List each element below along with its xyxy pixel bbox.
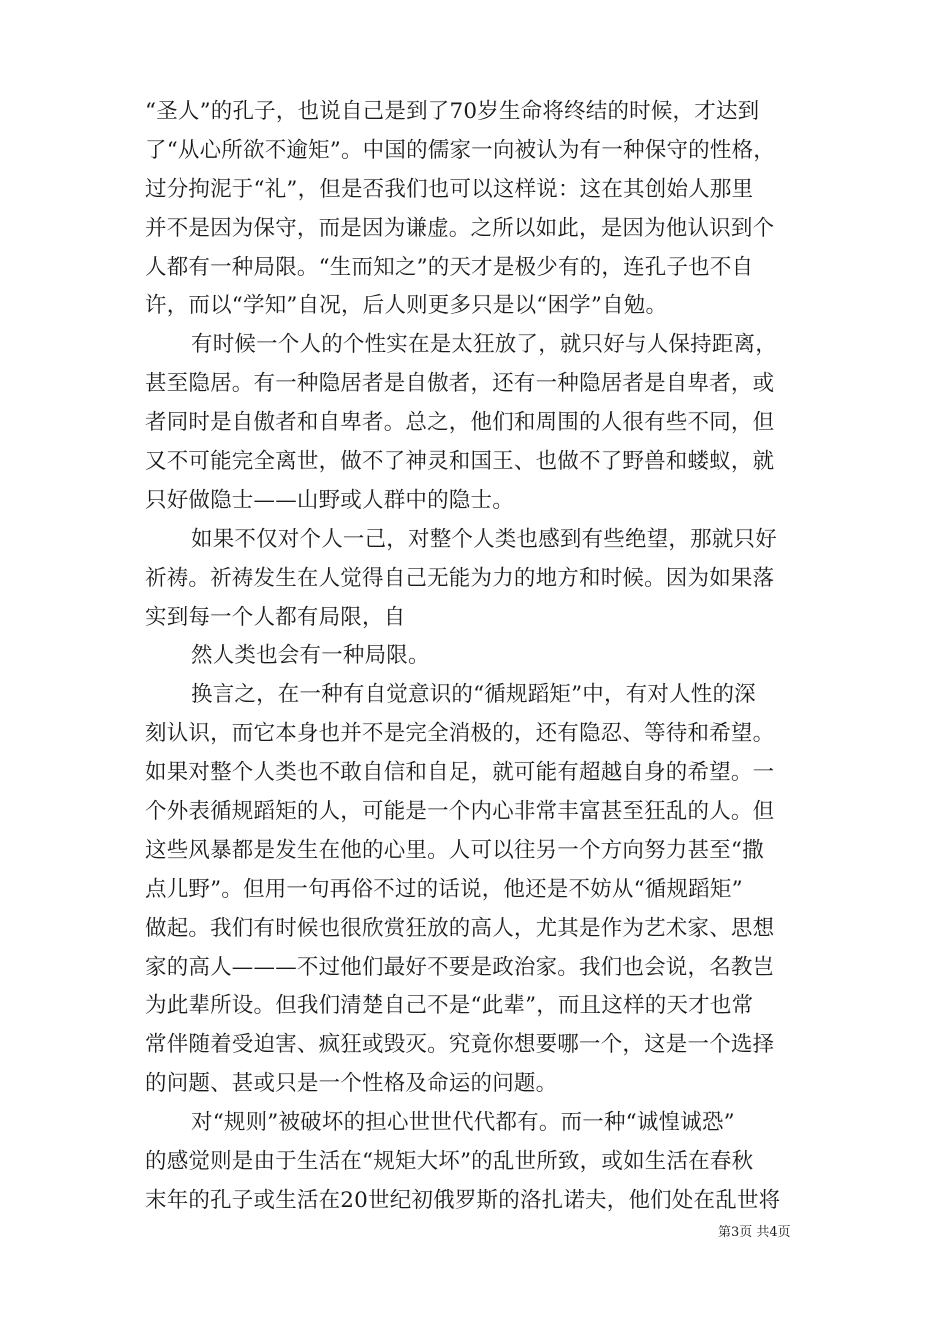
body-text xyxy=(145,93,810,1221)
text-line: 常伴随着受迫害、疯狂或毁灭。究竟你想要哪一个，这是一个选择 xyxy=(145,1032,775,1058)
text-line: 做起。我们有时候也很欣赏狂放的高人，尤其是作为艺术家、思想 xyxy=(145,915,775,941)
page-number-footer: 第3页 共4页 xyxy=(718,1225,791,1240)
text-line: 为此辈所设。但我们清楚自己不是“此辈”，而且这样的天才也常 xyxy=(145,993,754,1019)
text-line: 人都有一种局限。“生而知之”的天才是极少有的，连孔子也不自 xyxy=(145,254,754,280)
text-line: 末年的孔子或生活在20世纪初俄罗斯的洛扎诺夫，他们处在乱世将 xyxy=(145,1187,781,1213)
text-line: 又不可能完全离世，做不了神灵和国王、也做不了野兽和蝼蚁，就 xyxy=(145,449,775,475)
text-line: 许，而以“学知”自况，后人则更多只是以“困学”自勉。 xyxy=(145,293,668,319)
text-line: 了“从心所欲不逾矩”。中国的儒家一向被认为有一种保守的性格， xyxy=(145,137,775,163)
text-line: 只好做隐士——山野或人群中的隐士。 xyxy=(145,487,514,513)
text-line: 有时候一个人的个性实在是太狂放了，就只好与人保持距离， xyxy=(191,332,777,358)
text-line: 的问题、甚或只是一个性格及命运的问题。 xyxy=(145,1071,558,1097)
text-line: 这些风暴都是发生在他的心里。人可以往另一个方向努力甚至“撒 xyxy=(145,837,764,863)
text-line: 点儿野”。但用一句再俗不过的话说，他还是不妨从“循规蹈矩” xyxy=(145,876,743,902)
text-line: 并不是因为保守，而是因为谦虚。之所以如此，是因为他认识到个 xyxy=(145,215,775,241)
text-line: 过分拘泥于“礼”，但是否我们也可以这样说：这在其创始人那里 xyxy=(145,176,754,202)
text-line: 的感觉则是由于生活在“规矩大坏”的乱世所致，或如生活在春秋 xyxy=(145,1149,754,1175)
text-line: 个外表循规蹈矩的人，可能是一个内心非常丰富甚至狂乱的人。但 xyxy=(145,799,775,825)
text-line: 实到每一个人都有局限，自 xyxy=(145,604,406,630)
text-line: 对“规则”被破坏的担心世世代代都有。而一种“诚惶诚恐” xyxy=(191,1110,735,1136)
text-line: 如果不仅对个人一己，对整个人类也感到有些绝望，那就只好 xyxy=(191,526,777,552)
text-line: 家的高人———不过他们最好不要是政治家。我们也会说，名教岂 xyxy=(145,954,775,980)
text-line: “圣人”的孔子，也说自己是到了70岁生命将终结的时候，才达到 xyxy=(145,99,760,124)
text-line: 祈祷。祈祷发生在人觉得自己无能为力的地方和时候。因为如果落 xyxy=(145,565,775,591)
text-line: 甚至隐居。有一种隐居者是自傲者，还有一种隐居者是自卑者，或 xyxy=(145,371,775,397)
text-line: 如果对整个人类也不敢自信和自足，就可能有超越自身的希望。一 xyxy=(145,760,775,786)
text-line: 者同时是自傲者和自卑者。总之，他们和周围的人很有些不同，但 xyxy=(145,410,775,436)
text-line: 然人类也会有一种局限。 xyxy=(191,643,430,669)
text-line: 换言之，在一种有自觉意识的“循规蹈矩”中，有对人性的深 xyxy=(191,682,756,708)
text-line: 刻认识，而它本身也并不是完全消极的，还有隐忍、等待和希望。 xyxy=(145,721,775,747)
